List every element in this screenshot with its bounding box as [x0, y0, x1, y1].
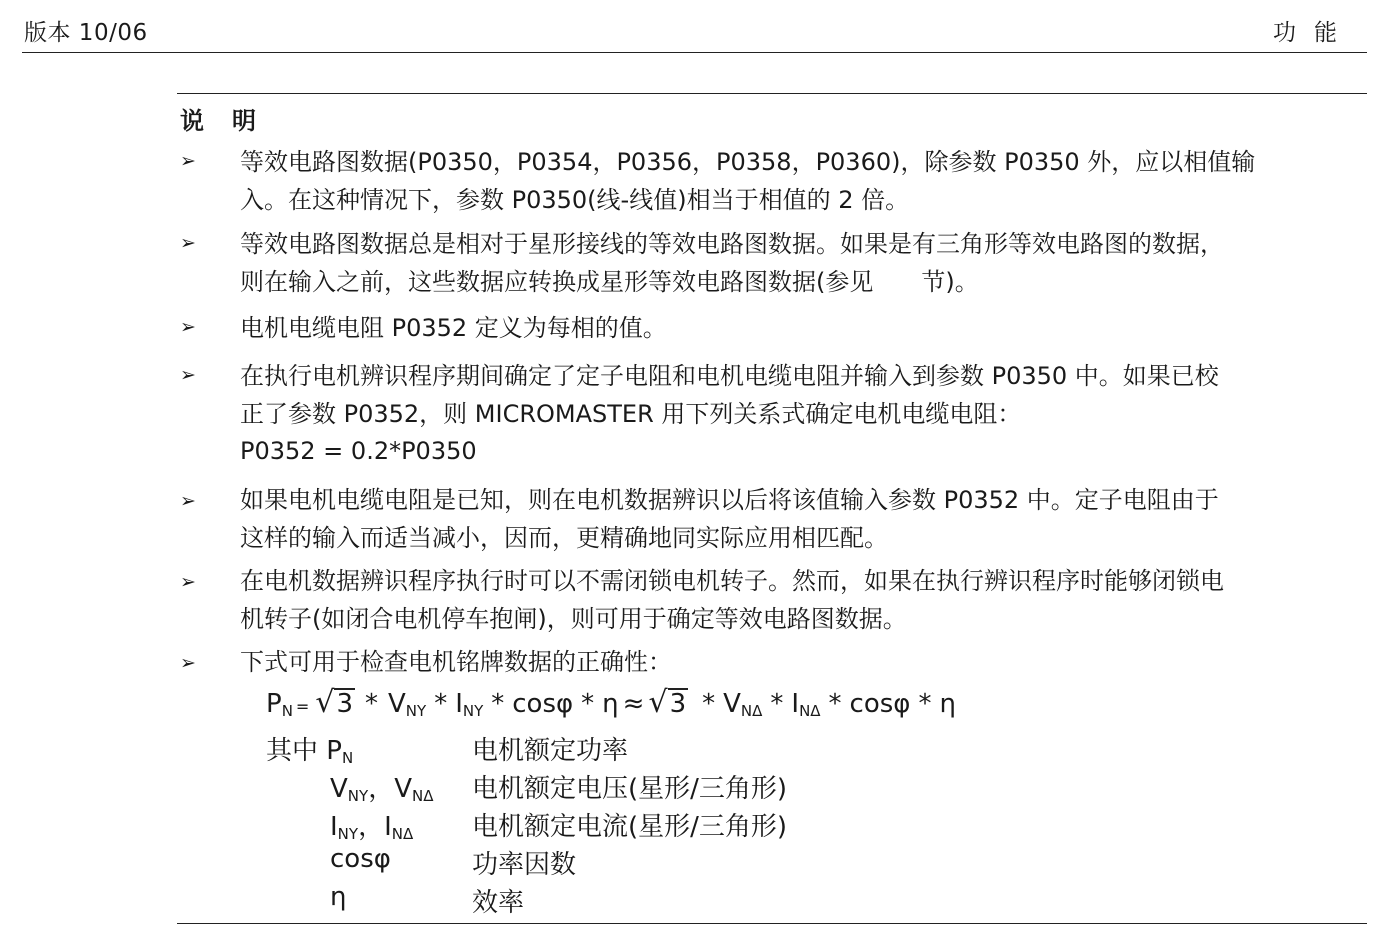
bullet-arrow-icon: ➢: [180, 364, 196, 386]
eq-approx: ≈: [622, 689, 645, 719]
notes-top-rule: [177, 93, 1367, 94]
legend-desc: 功率因数: [472, 850, 577, 880]
note-3: [240, 309, 1365, 347]
note-line: 如果电机电缆电阻是已知，则在电机数据辨识以后将该值输入参数 P0352 中。定子电阻由于: [240, 486, 1219, 514]
note-6: [240, 562, 1365, 638]
note-line: 正了参数 P0352，则 MICROMASTER 用下列关系式确定电机电缆电阻：: [240, 400, 1022, 428]
note-1: [240, 143, 1365, 219]
eq-mul: *: [434, 689, 448, 719]
eq-equals: =: [295, 697, 310, 716]
legend-row-pn: 其中 $P_N$: [266, 736, 354, 767]
legend-row-cos: cosφ: [330, 844, 391, 874]
eq-v-nd: $V_{N\Delta}$: [723, 689, 763, 720]
bullet-arrow-icon: ➢: [180, 232, 196, 254]
note-7: [240, 643, 1365, 681]
cable-resistance-formula: P0352 = 0.2*P0350: [240, 437, 477, 465]
bullet-arrow-icon: ➢: [180, 571, 196, 593]
notes-title: 说明: [180, 107, 284, 135]
bullet-arrow-icon: ➢: [180, 150, 196, 172]
bullet-arrow-icon: ➢: [180, 490, 196, 512]
eq-mul: *: [365, 689, 378, 719]
note-line: 电机电缆电阻 P0352 定义为每相的值。: [240, 314, 667, 342]
note-line: 机转子(如闭合电机停车抱闸)，则可用于确定等效电路图数据。: [240, 605, 907, 633]
bullet-arrow-icon: ➢: [180, 652, 196, 674]
legend-desc: 电机额定电压(星形/三角形): [472, 774, 788, 804]
note-4: [240, 357, 1365, 433]
note-2: [240, 225, 1365, 301]
page-section: 功能: [1273, 20, 1355, 46]
eq-eta: η: [939, 689, 956, 719]
note-5: [240, 481, 1365, 557]
note-line: 在执行电机辨识程序期间确定了定子电阻和电机电缆电阻并输入到参数 P0350 中。如果已校: [240, 362, 1219, 390]
legend-row-voltage: $V_{NY}$，$V_{N\Delta}$: [330, 774, 434, 805]
legend-row-eta: η: [330, 882, 347, 912]
bullet-arrow-icon: ➢: [180, 316, 196, 338]
eq-mul: *: [918, 689, 932, 719]
eq-i-ny: $I_{NY}$: [455, 689, 484, 720]
eq-mul: *: [828, 689, 842, 719]
note-line: 入。在这种情况下，参数 P0350(线-线值)相当于相值的 2 倍。: [240, 186, 910, 214]
note-line: 则在输入之前，这些数据应转换成星形等效电路图数据(参见 节)。: [240, 268, 979, 296]
eq-cos: cosφ: [849, 689, 911, 719]
page-version: 版本 10/06: [24, 20, 148, 46]
eq-v-ny: $V_{NY}$: [388, 689, 427, 720]
eq-eta: η: [602, 689, 619, 719]
note-line: 这样的输入而适当减小，因而，更精确地同实际应用相匹配。: [240, 524, 888, 552]
eq-mul: *: [702, 689, 716, 719]
legend-desc: 效率: [472, 888, 525, 918]
note-line: 等效电路图数据总是相对于星形接线的等效电路图数据。如果是有三角形等效电路图的数据，: [240, 230, 1224, 258]
eq-i-nd: $I_{N\Delta}$: [791, 689, 821, 720]
sqrt-3: √ 3: [648, 685, 687, 720]
notes-bottom-rule: [177, 923, 1367, 924]
eq-mul: *: [581, 689, 595, 719]
note-line: 在电机数据辨识程序执行时可以不需闭锁电机转子。然而，如果在执行辨识程序时能够闭锁电: [240, 567, 1224, 595]
eq-mul: *: [491, 689, 505, 719]
note-line: 下式可用于检查电机铭牌数据的正确性：: [240, 648, 672, 676]
eq-mul: *: [770, 689, 784, 719]
legend-desc: 电机额定功率: [472, 736, 629, 766]
power-equation: [266, 685, 956, 720]
legend-row-current: $I_{NY}$，$I_{N\Delta}$: [330, 812, 414, 843]
legend-desc: 电机额定电流(星形/三角形): [472, 812, 788, 842]
eq-pn: $P_N$: [266, 689, 293, 720]
note-line: 等效电路图数据(P0350，P0354，P0356，P0358，P0360)，除参数 P0350 外，应以相值输: [240, 148, 1256, 176]
eq-cos: cosφ: [512, 689, 574, 719]
header-divider: [22, 52, 1367, 53]
sqrt-3: √ 3: [315, 685, 353, 720]
